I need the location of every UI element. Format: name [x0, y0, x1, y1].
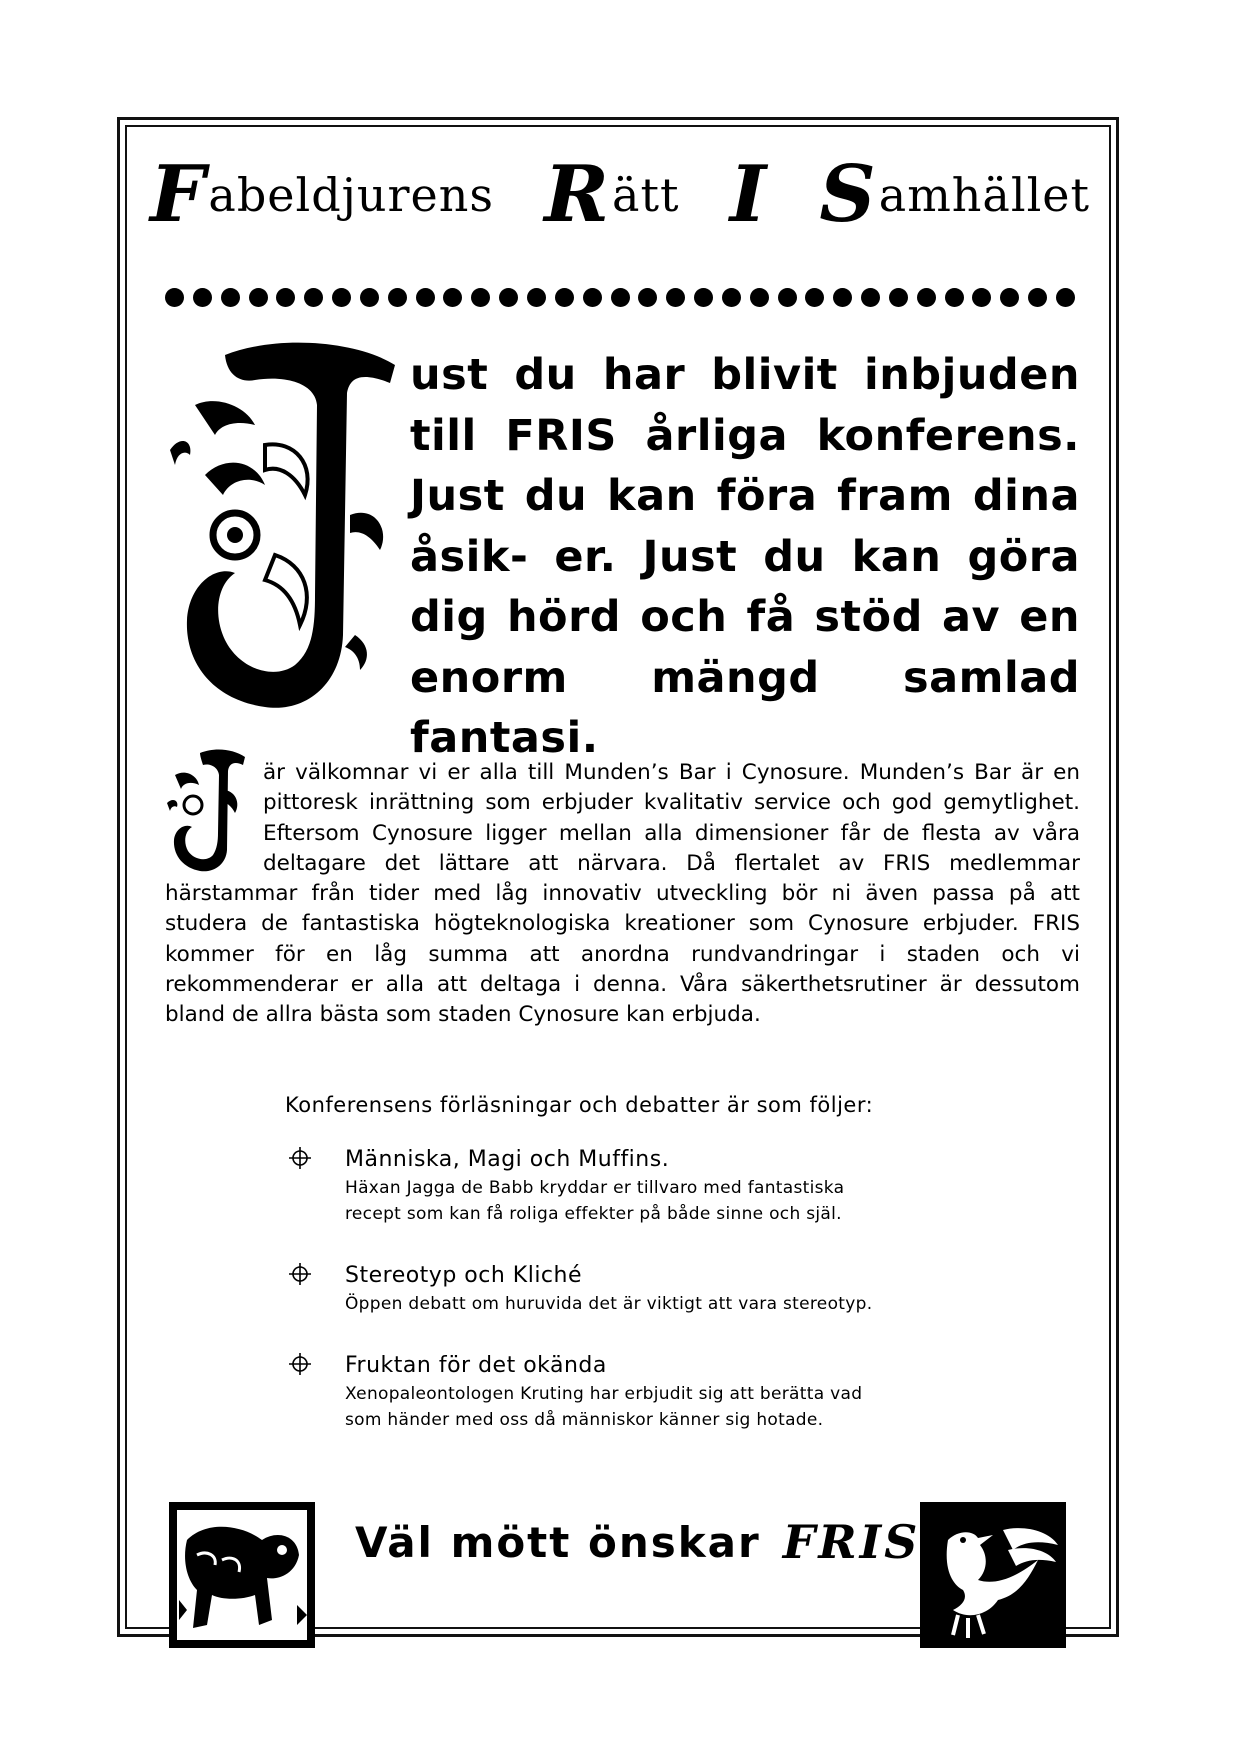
- title-initial: I: [729, 149, 768, 240]
- dot-divider: [165, 286, 1075, 308]
- divider-dot: [778, 288, 797, 307]
- divider-dot: [1000, 288, 1019, 307]
- divider-dot: [304, 288, 323, 307]
- divider-dot: [416, 288, 435, 307]
- divider-dot: [1028, 288, 1047, 307]
- item-heading: Fruktan för det okända: [345, 1353, 607, 1378]
- signoff: [355, 1515, 920, 1569]
- divider-dot: [555, 288, 574, 307]
- divider-dot: [666, 288, 685, 307]
- item-description: Xenopaleontologen Kruting har erbjudit sig att berätta vad: [345, 1384, 863, 1404]
- divider-dot: [833, 288, 852, 307]
- divider-dot: [972, 288, 991, 307]
- divider-dot: [471, 288, 490, 307]
- divider-dot: [945, 288, 964, 307]
- divider-dot: [583, 288, 602, 307]
- divider-dot: [499, 288, 518, 307]
- item-heading: Stereotyp och Kliché: [345, 1263, 583, 1288]
- title-rest: amhället: [878, 168, 1090, 222]
- lead-paragraph: ust du har blivit inbjuden till FRIS årliga konferens. Just du kan föra fram dina åsik- er. Just du kan göra dig hörd och få stöd av en enorm mängd samlad fantasi.: [410, 350, 1080, 763]
- title-initial: S: [819, 149, 877, 240]
- crosshair-icon: [289, 1147, 311, 1169]
- title-rest: ätt: [612, 168, 680, 222]
- list-item: [285, 1145, 985, 1227]
- item-description: Öppen debatt om huruvida det är viktigt att vara stereotyp.: [345, 1294, 873, 1314]
- dropcap-spacer: [165, 758, 263, 878]
- title-word-1: [150, 149, 494, 240]
- divider-dot: [276, 288, 295, 307]
- body-paragraph: [165, 758, 1080, 1031]
- divider-dot: [360, 288, 379, 307]
- program-intro: Konferensens förläsningar och debatter är som följer:: [285, 1093, 874, 1117]
- divider-dot: [388, 288, 407, 307]
- divider-dot: [611, 288, 630, 307]
- crosshair-icon: [289, 1353, 311, 1375]
- list-item: [285, 1261, 985, 1317]
- list-item: [285, 1351, 985, 1433]
- griffin-woodcut-icon: [918, 1500, 1068, 1650]
- divider-dot: [861, 288, 880, 307]
- title-word-2: [544, 149, 680, 240]
- divider-dot: [917, 288, 936, 307]
- signoff-text: Väl mött önskar: [355, 1517, 761, 1567]
- divider-dot: [332, 288, 351, 307]
- item-description: som händer med oss då människor känner sig hotade.: [345, 1410, 824, 1430]
- divider-dot: [722, 288, 741, 307]
- divider-dot: [221, 288, 240, 307]
- divider-dot: [165, 288, 184, 307]
- lion-woodcut-icon: [167, 1500, 317, 1650]
- divider-dot: [638, 288, 657, 307]
- divider-dot: [193, 288, 212, 307]
- item-description: recept som kan få roliga effekter på både sinne och själ.: [345, 1204, 842, 1224]
- divider-dot: [805, 288, 824, 307]
- divider-dot: [1056, 288, 1075, 307]
- page-title: [150, 150, 1090, 240]
- title-initial: R: [544, 149, 611, 240]
- divider-dot: [527, 288, 546, 307]
- title-word-3: [729, 149, 770, 240]
- divider-dot: [249, 288, 268, 307]
- item-description: Häxan Jagga de Babb kryddar er tillvaro med fantastiska: [345, 1178, 845, 1198]
- item-heading: Människa, Magi och Muffins.: [345, 1147, 670, 1172]
- divider-dot: [750, 288, 769, 307]
- divider-dot: [694, 288, 713, 307]
- body-text: är välkomnar vi er alla till Munden’s Bar i Cynosure. Munden’s Bar är en pittoresk inrättning som erbjuder kvalitativ service och god gemytlighet. Eftersom Cynosure ligger mellan alla dimensioner får de flesta av våra deltagare det lättare att närvara. Då flertalet av FRIS medlemmar härstammar från tider med låg innovativ utveckling bör ni även passa på att studera de fantastiska högteknologiska kreationer som Cynosure erbjuder. FRIS kommer för en låg summa att anordna rundvandringar i staden och vi rekommenderar er alla att deltaga i denna. Våra säkerthetsrutiner är dessutom bland de allra bästa som staden Cynosure kan erbjuda.: [165, 760, 1080, 1028]
- org-name: FRIS: [782, 1515, 921, 1569]
- divider-dot: [443, 288, 462, 307]
- title-initial: F: [150, 149, 207, 240]
- program-list: [285, 1145, 985, 1433]
- title-word-4: [819, 149, 1090, 240]
- divider-dot: [889, 288, 908, 307]
- ornate-dropcap-j: [165, 335, 405, 715]
- crosshair-icon: [289, 1263, 311, 1285]
- title-rest: abeldjurens: [208, 168, 494, 222]
